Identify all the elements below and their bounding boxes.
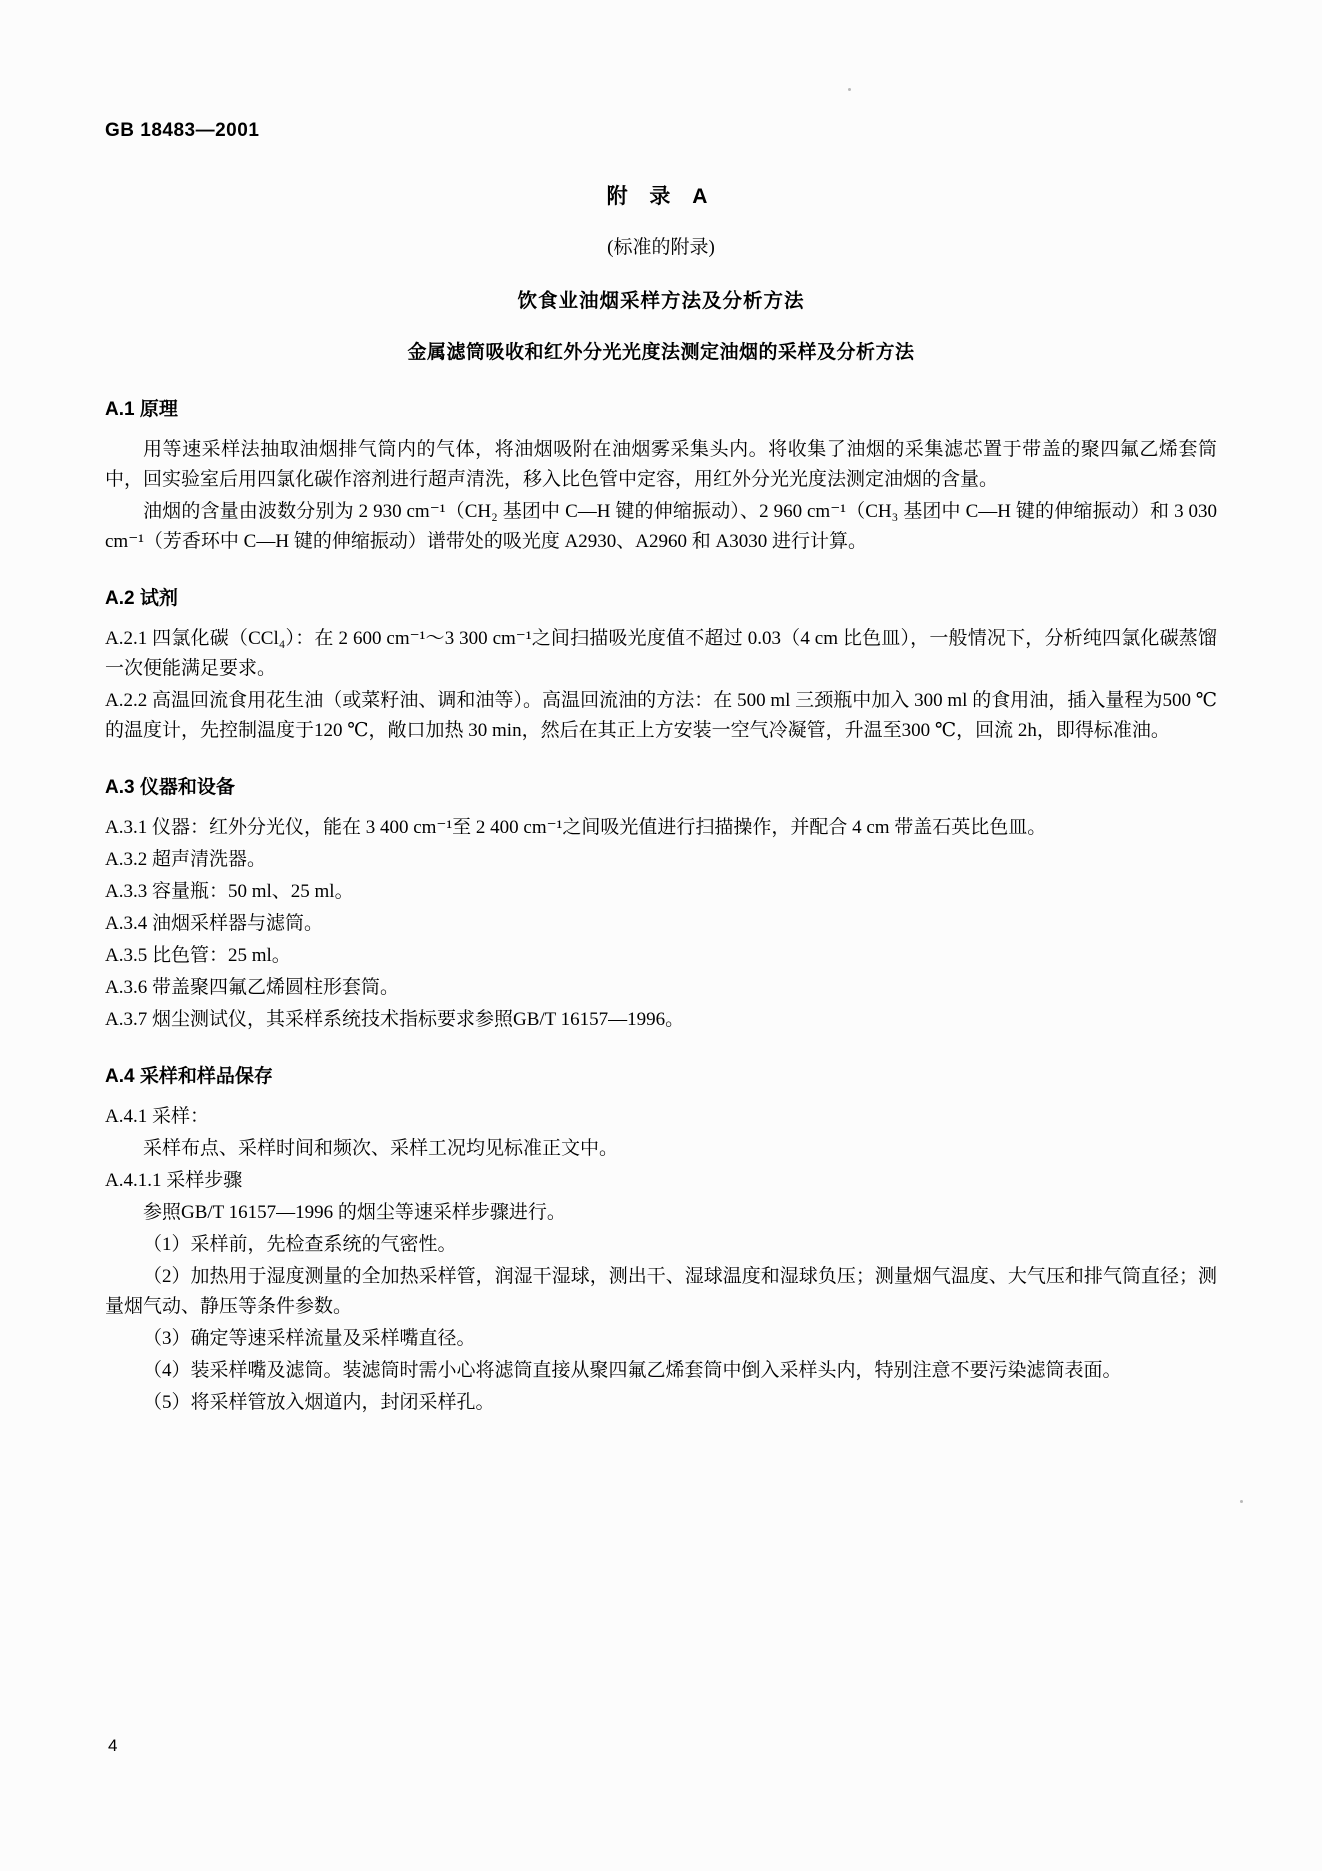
item-a3-5: A.3.5 比色管：25 ml。 <box>105 945 291 967</box>
step-4: （4）装采样嘴及滤筒。装滤筒时需小心将滤筒直接从聚四氟乙烯套筒中倒入采样头内，特别注意不要污染滤筒表面。 <box>143 1360 1122 1382</box>
step-2: （2）加热用于湿度测量的全加热采样管，润湿干湿球，测出干、湿球温度和湿球负压；测量烟气温度、大气压和排气筒直径；测量烟气动、静压等条件参数。 <box>105 1266 1217 1318</box>
item-a3-3: A.3.3 容量瓶：50 ml、25 ml。 <box>105 881 354 903</box>
item-a3-2: A.3.2 超声清洗器。 <box>105 849 266 871</box>
annex-type: (标准的附录) <box>607 237 715 258</box>
paragraph-a1-1: 用等速采样法抽取油烟排气筒内的气体，将油烟吸附在油烟雾采集头内。将收集了油烟的采集滤芯置于带盖的聚四氟乙烯套筒中，回实验室后用四氯化碳作溶剂进行超声清洗，移入比色管中定容，用红外分光光度法测定油烟的含量。 <box>105 439 1217 491</box>
document-title: 饮食业油烟采样方法及分析方法 <box>517 290 805 312</box>
item-a3-1: A.3.1 仪器：红外分光仪，能在 3 400 cm⁻¹至 2 400 cm⁻¹之间吸光值进行扫描操作，并配合 4 cm 带盖石英比色皿。 <box>105 817 1047 839</box>
section-heading-a4: A.4 采样和样品保存 <box>105 1066 273 1088</box>
page-speck <box>848 88 851 91</box>
paragraph-a4-1-note: 采样布点、采样时间和频次、采样工况均见标准正文中。 <box>143 1138 619 1160</box>
page-speck <box>1240 1500 1243 1503</box>
page-number: 4 <box>108 1736 118 1755</box>
step-5: （5）将采样管放入烟道内，封闭采样孔。 <box>143 1392 495 1414</box>
item-a3-6: A.3.6 带盖聚四氟乙烯圆柱形套筒。 <box>105 977 399 999</box>
document-subtitle: 金属滤筒吸收和红外分光光度法测定油烟的采样及分析方法 <box>407 342 915 363</box>
paragraph-a4-1-1-intro: 参照GB/T 16157—1996 的烟尘等速采样步骤进行。 <box>143 1202 566 1224</box>
annex-label: 附 录 A <box>606 185 716 208</box>
step-3: （3）确定等速采样流量及采样嘴直径。 <box>143 1328 476 1350</box>
item-a2-1: A.2.1 四氯化碳（CCl₄）：在 2 600 cm⁻¹～3 300 cm⁻¹之间扫描吸光度值不超过 0.03（4 cm 比色皿），一般情况下，分析纯四氯化碳蒸馏一次便能满足要求。 <box>105 628 1217 680</box>
step-1: （1）采样前，先检查系统的气密性。 <box>143 1234 457 1256</box>
page-content <box>105 120 1217 1420</box>
item-a4-1-1: A.4.1.1 采样步骤 <box>105 1170 243 1192</box>
paragraph-a1-2: 油烟的含量由波数分别为 2 930 cm⁻¹（CH₂ 基团中 C—H 键的伸缩振动）、2 960 cm⁻¹（CH₃ 基团中 C—H 键的伸缩振动）和 3 030 cm⁻¹（芳香环中 C—H 键的伸缩振动）谱带处的吸光度 A2930、A2960 和 A3030 进行计算。 <box>105 501 1217 553</box>
item-a4-1: A.4.1 采样： <box>105 1106 209 1128</box>
section-heading-a1: A.1 原理 <box>105 399 178 420</box>
standard-code-header: GB 18483—2001 <box>105 120 260 141</box>
item-a2-2: A.2.2 高温回流食用花生油（或菜籽油、调和油等）。高温回流油的方法：在 500 ml 三颈瓶中加入 300 ml 的食用油，插入量程为500 ℃的温度计，先控制温度于120 ℃，敞口加热 30 min，然后在其正上方安装一空气冷凝管，升温至300 ℃，回流 2h，即得标准油。 <box>105 690 1217 742</box>
item-a3-7: A.3.7 烟尘测试仪，其采样系统技术指标要求参照GB/T 16157—1996。 <box>105 1009 685 1031</box>
section-heading-a2: A.2 试剂 <box>105 588 178 610</box>
section-heading-a3: A.3 仪器和设备 <box>105 777 235 799</box>
item-a3-4: A.3.4 油烟采样器与滤筒。 <box>105 913 323 935</box>
